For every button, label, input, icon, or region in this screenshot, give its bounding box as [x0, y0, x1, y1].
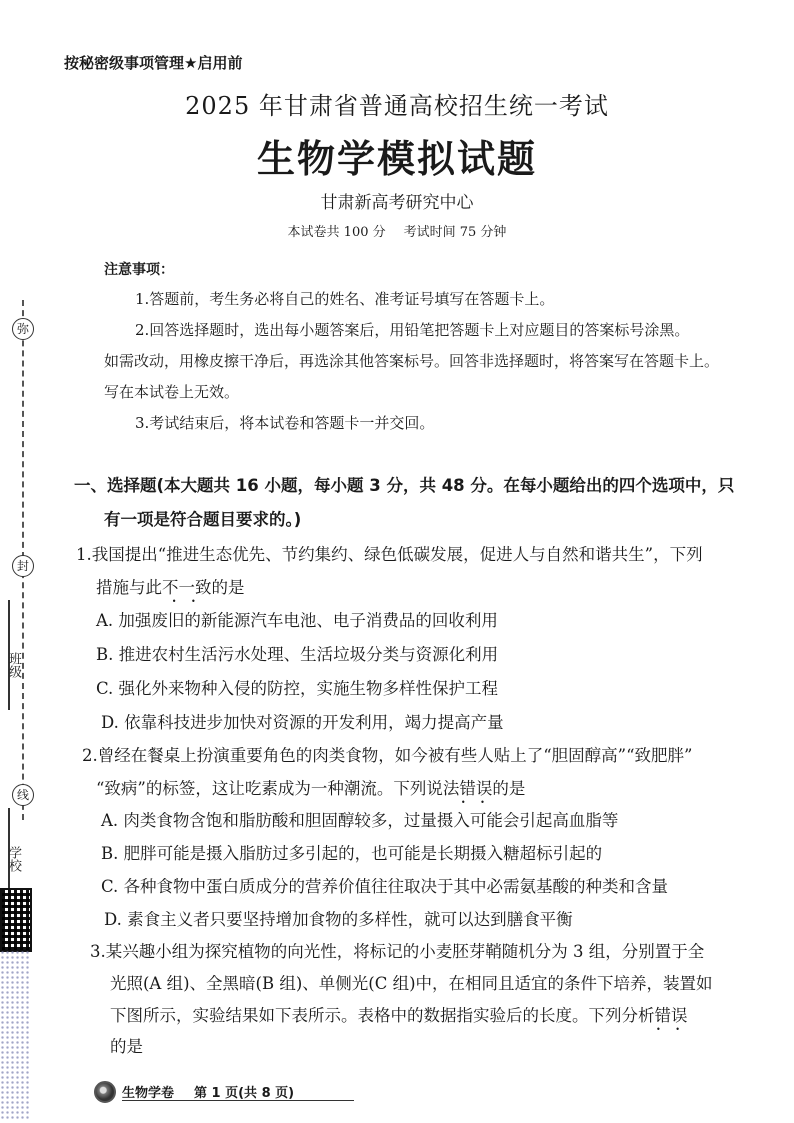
question-2-stem: 2.曾经在餐桌上扮演重要角色的肉类食物，如今被有些人贴上了“胆固醇高”“致肥胖”: [82, 746, 693, 765]
question-2-stem-cont: [96, 775, 525, 799]
section-heading: 一、选择题(本大题共 16 小题，每小题 3 分，共 48 分。在每小题给出的四个选项中，只: [74, 476, 735, 495]
note-line: 3.考试结束后，将本试卷和答题卡一并交回。: [135, 414, 435, 432]
question-1-option-d: D. 依靠科技进步加快对资源的开发利用，竭力提高产量: [101, 713, 504, 732]
stem-text: “致病”的标签，这让吃素成为一种潮流。下列说法: [96, 779, 460, 798]
footer-subject: 生物学卷: [122, 1086, 175, 1101]
question-3-stem-cont: 的是: [110, 1037, 143, 1056]
question-3-stem: 3.某兴趣小组为探究植物的向光性，将标记的小麦胚芽鞘随机分为 3 组，分别置于全: [90, 942, 705, 961]
binding-mark-seal: 弥: [12, 318, 34, 340]
emphasized-word: 错误 • •: [459, 779, 492, 798]
class-label: 班级: [6, 652, 21, 678]
question-1-stem: 1.我国提出“推进生态优先、节约集约、绿色低碳发展，促进人与自然和谐共生”，下列: [76, 545, 703, 564]
question-2-option-c: C. 各种食物中蛋白质成分的营养价值往往取决于其中必需氨基酸的种类和含量: [101, 877, 669, 896]
question-3-stem-cont: [110, 1002, 688, 1026]
organization: 甘肃新高考研究中心: [320, 193, 474, 213]
confidentiality-note: 按秘密级事项管理★启用前: [64, 54, 243, 72]
exam-title: 2025 年甘肃省普通高校招生统一考试: [185, 92, 609, 120]
footer-rule: [122, 1100, 354, 1101]
page-number: 第 1 页(共 8 页): [194, 1086, 295, 1101]
question-2-option-a: A. 肉类食物含饱和脂肪酸和胆固醇较多，过量摄入可能会引起高血脂等: [101, 811, 619, 830]
note-line: 1.答题前，考生务必将自己的姓名、准考证号填写在答题卡上。: [135, 290, 555, 308]
question-1-option-a: A. 加强废旧的新能源汽车电池、电子消费品的回收利用: [96, 611, 498, 630]
page-footer: [122, 1082, 294, 1101]
notes-heading: 注意事项：: [104, 262, 174, 278]
decorative-dot-strip: [0, 950, 30, 1120]
emphasized-word: 不一致 • •: [162, 578, 212, 597]
section-heading-cont: 有一项是符合题目要求的。): [104, 510, 302, 529]
stem-text: 的是: [492, 779, 526, 798]
emphasized-word: 错误 • •: [655, 1006, 688, 1025]
disc-icon: [94, 1081, 116, 1103]
question-2-option-b: B. 肥胖可能是摄入脂肪过多引起的，也可能是长期摄入糖超标引起的: [101, 844, 603, 863]
question-1-option-b: B. 推进农村生活污水处理、生活垃圾分类与资源化利用: [96, 645, 499, 664]
stem-text: 的是: [211, 578, 245, 597]
paper-title: 生物学模拟试题: [256, 137, 537, 181]
total-score: 本试卷共 100 分: [287, 225, 386, 240]
stem-text: 措施与此: [96, 578, 162, 597]
question-2-option-d: D. 素食主义者只要坚持增加食物的多样性，就可以达到膳食平衡: [104, 910, 573, 929]
note-line: 写在本试卷上无效。: [104, 383, 240, 401]
school-label: 学校: [6, 846, 21, 872]
question-3-stem-cont: 光照(A 组)、全黑暗(B 组)、单侧光(C 组)中，在相同且适宜的条件下培养，装置如: [110, 974, 713, 993]
binding-mark-line: 线: [12, 784, 34, 806]
binding-mark-seal: 封: [12, 555, 34, 577]
question-1-option-c: C. 强化外来物种入侵的防控，实施生物多样性保护工程: [96, 679, 499, 698]
exam-meta: [0, 221, 794, 240]
note-line: 2.回答选择题时，选出每小题答案后，用铅笔把答题卡上对应题目的答案标号涂黑。: [135, 321, 690, 339]
stem-text: 下图所示，实验结果如下表所示。表格中的数据指实验后的长度。下列分析: [110, 1006, 655, 1025]
question-1-stem-cont: [96, 574, 245, 598]
exam-duration: 考试时间 75 分钟: [403, 225, 507, 240]
note-line: 如需改动，用橡皮擦干净后，再选涂其他答案标号。回答非选择题时，将答案写在答题卡上。: [104, 352, 720, 370]
qr-code-icon: [0, 888, 32, 952]
